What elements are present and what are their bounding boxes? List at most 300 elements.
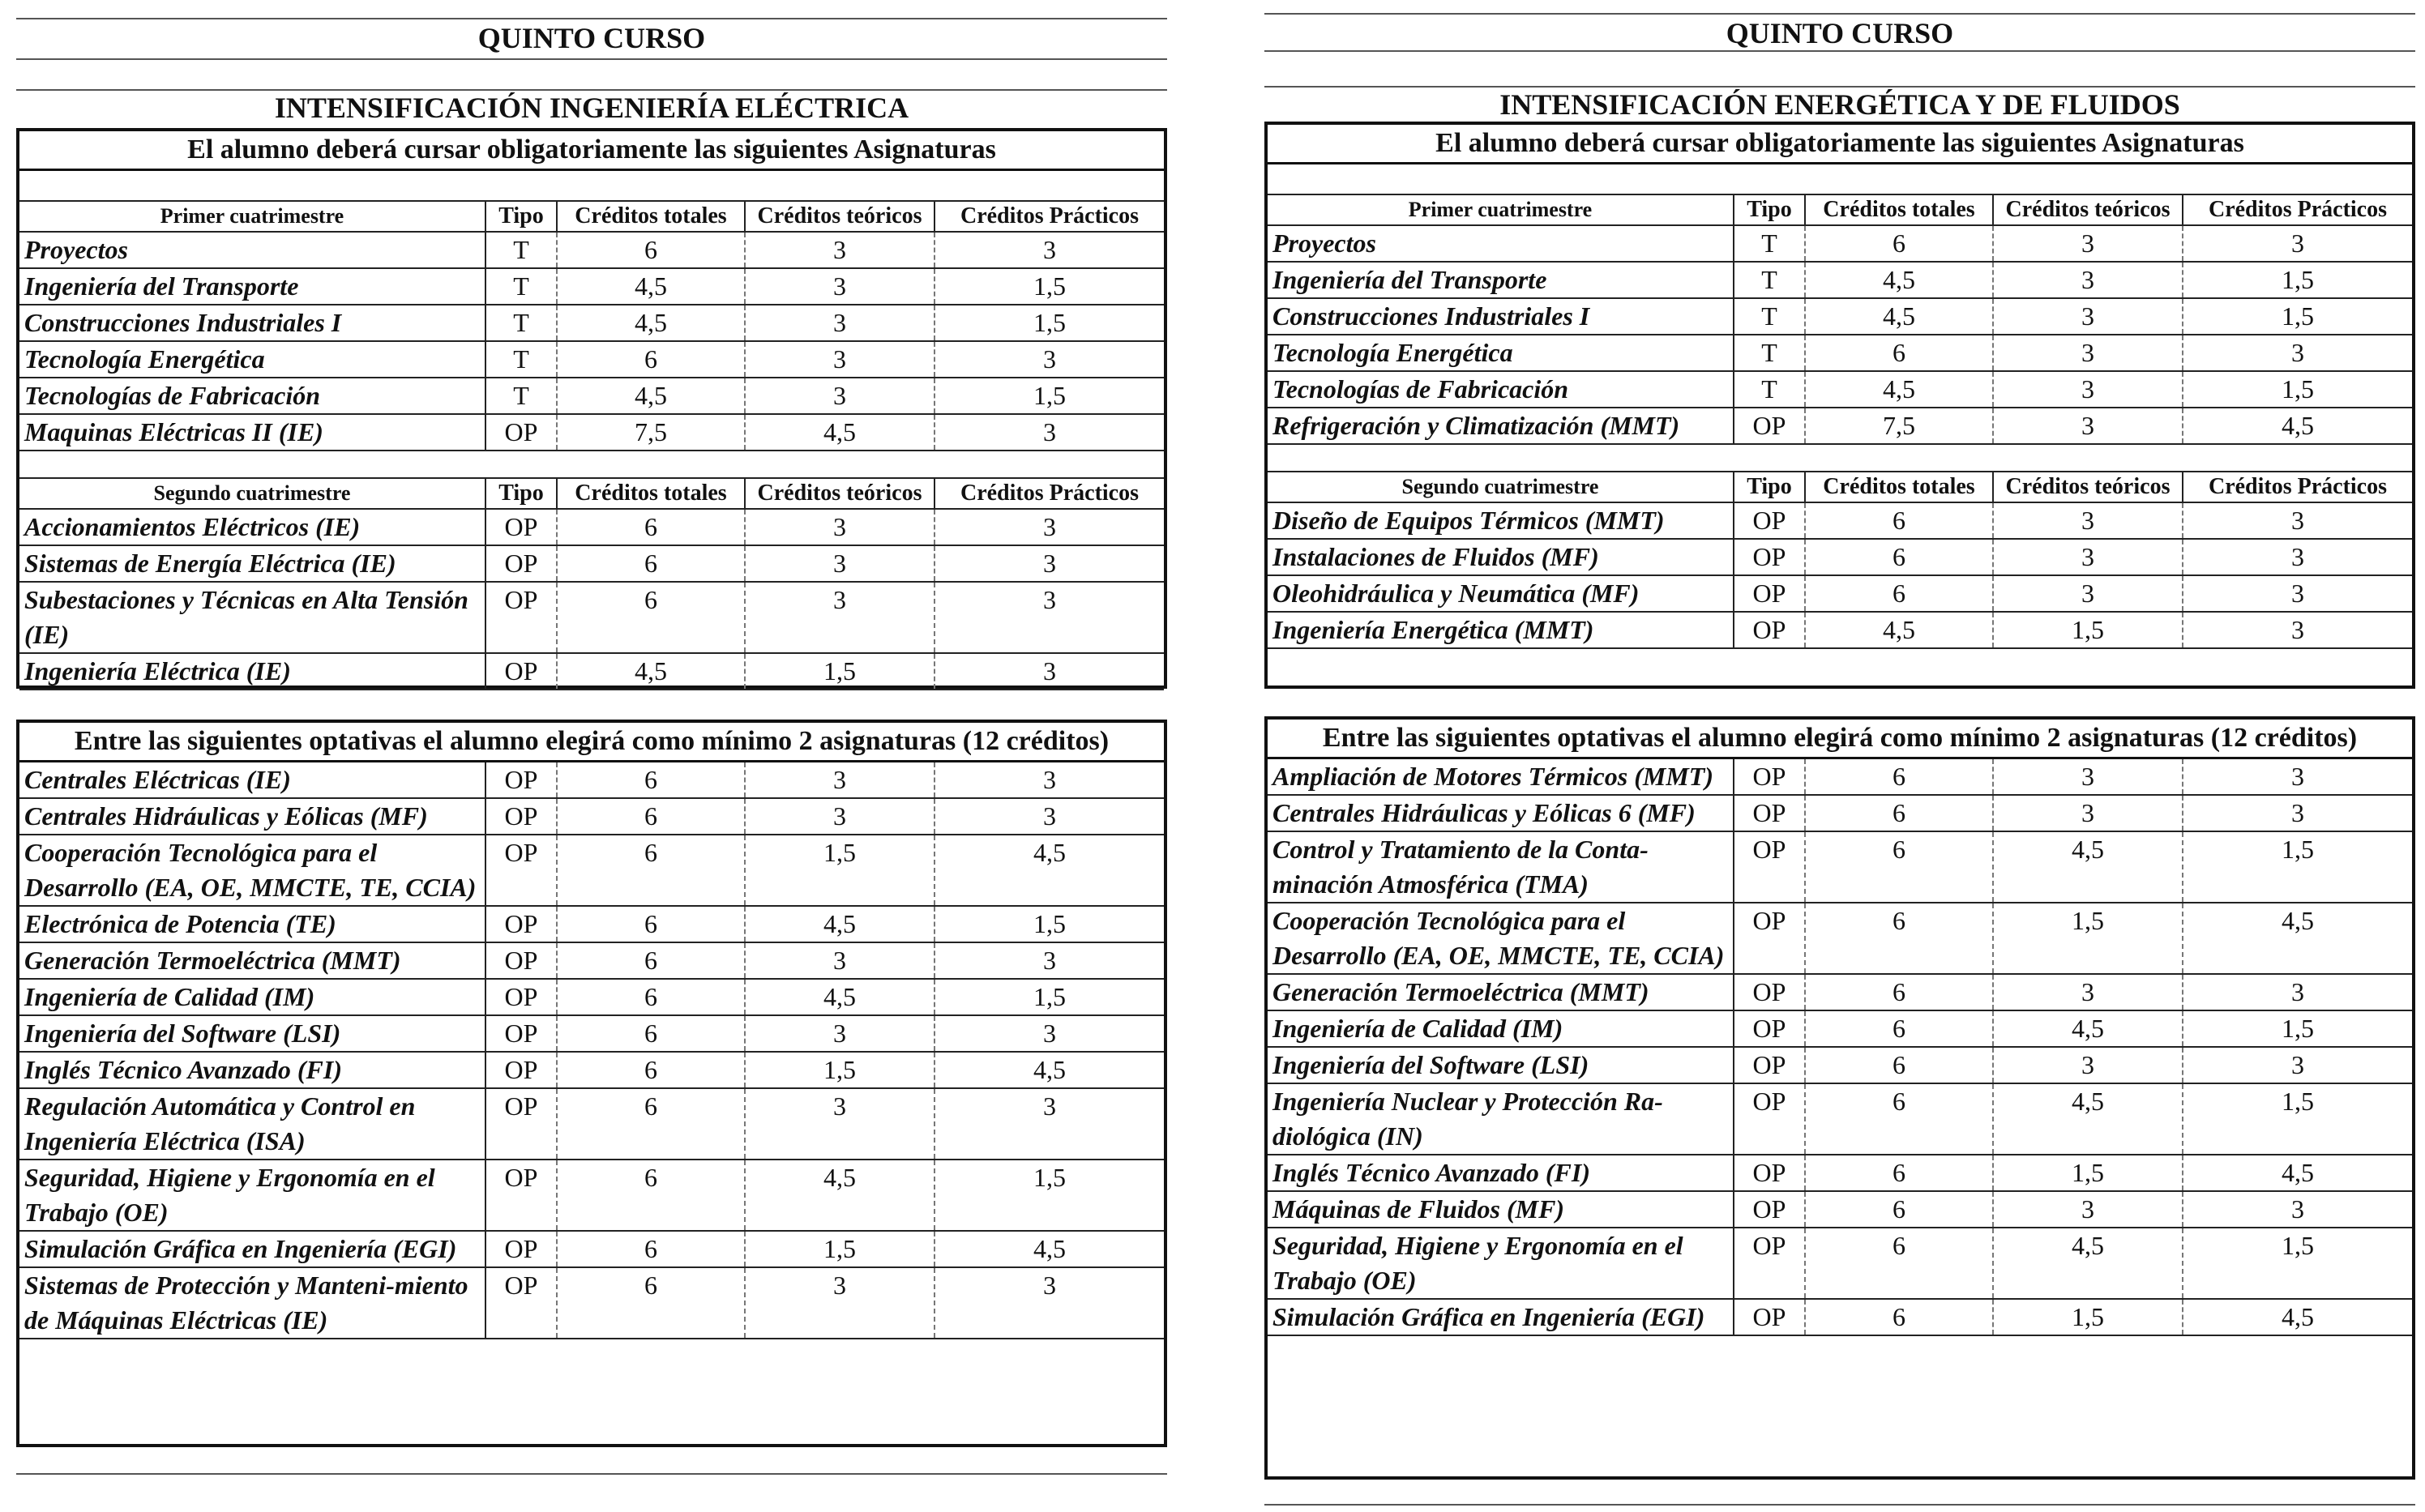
- creditos-practicos-cell: 4,5: [2183, 903, 2412, 974]
- tipo-cell: OP: [1734, 1155, 1805, 1191]
- creditos-teoricos-cell: 1,5: [1993, 903, 2183, 974]
- subject-name: Máquinas de Fluidos (MF): [1268, 1191, 1734, 1228]
- creditos-teoricos-cell: 3: [1993, 408, 2183, 444]
- creditos-practicos-cell: 1,5: [2183, 831, 2412, 903]
- creditos-teoricos-cell: 3: [745, 582, 935, 653]
- creditos-totales-cell: 6: [557, 545, 745, 582]
- tipo-cell: OP: [485, 906, 557, 942]
- subject-name: Ampliación de Motores Térmicos (MMT): [1268, 759, 1734, 795]
- intensification-title: INTENSIFICACIÓN ENERGÉTICA Y DE FLUIDOS: [1499, 88, 2180, 121]
- subject-name: Regulación Automática y Control en Ingeniería Eléctrica (ISA): [19, 1088, 485, 1160]
- first-semester-table: [1268, 195, 2412, 445]
- creditos-totales-cell: 6: [557, 979, 745, 1015]
- creditos-practicos-cell: 1,5: [935, 305, 1164, 341]
- mandatory-banner: El alumno deberá cursar obligatoriamente las siguientes Asignaturas: [1268, 125, 2412, 164]
- creditos-practicos-cell: 1,5: [2183, 1010, 2412, 1047]
- creditos-totales-cell: 6: [1805, 502, 1993, 539]
- subject-name: Simulación Gráfica en Ingeniería (EGI): [19, 1231, 485, 1267]
- creditos-practicos-cell: 1,5: [2183, 1083, 2412, 1155]
- header-semester: Segundo cuatrimestre: [1268, 472, 1734, 502]
- table-row: [19, 232, 1164, 268]
- first-semester-table: [19, 202, 1164, 451]
- tipo-cell: T: [1734, 298, 1805, 335]
- creditos-totales-cell: 4,5: [1805, 612, 1993, 648]
- table-row: [19, 1088, 1164, 1160]
- creditos-teoricos-cell: 3: [1993, 225, 2183, 262]
- optional-table: [1268, 759, 2412, 1336]
- tipo-cell: OP: [485, 942, 557, 979]
- table-row: [1268, 335, 2412, 371]
- tipo-cell: OP: [485, 1231, 557, 1267]
- creditos-practicos-cell: 4,5: [2183, 408, 2412, 444]
- creditos-teoricos-cell: 3: [1993, 335, 2183, 371]
- creditos-practicos-cell: 3: [935, 1088, 1164, 1160]
- creditos-totales-cell: 4,5: [557, 653, 745, 690]
- table-row: [19, 1231, 1164, 1267]
- creditos-teoricos-cell: 1,5: [745, 653, 935, 690]
- creditos-practicos-cell: 3: [935, 232, 1164, 268]
- table-row: [19, 979, 1164, 1015]
- subject-name: Refrigeración y Climatización (MMT): [1268, 408, 1734, 444]
- subject-name: Simulación Gráfica en Ingeniería (EGI): [1268, 1299, 1734, 1335]
- creditos-teoricos-cell: 4,5: [1993, 1228, 2183, 1299]
- spacer: [1268, 164, 2412, 195]
- creditos-totales-cell: 6: [1805, 1047, 1993, 1083]
- table-row: [1268, 759, 2412, 795]
- creditos-practicos-cell: 3: [2183, 1191, 2412, 1228]
- creditos-teoricos-cell: 3: [745, 341, 935, 378]
- creditos-practicos-cell: 3: [2183, 612, 2412, 648]
- creditos-totales-cell: 6: [557, 906, 745, 942]
- creditos-teoricos-cell: 3: [1993, 974, 2183, 1010]
- subject-name: Seguridad, Higiene y Ergonomía en el Trabajo (OE): [1268, 1228, 1734, 1299]
- table-row: [19, 762, 1164, 798]
- creditos-practicos-cell: 4,5: [935, 1231, 1164, 1267]
- creditos-practicos-cell: 3: [935, 1015, 1164, 1052]
- table-row: [1268, 225, 2412, 262]
- creditos-totales-cell: 6: [557, 798, 745, 835]
- table-row: [1268, 298, 2412, 335]
- subject-name: Proyectos: [1268, 225, 1734, 262]
- table-row: [19, 305, 1164, 341]
- creditos-practicos-cell: 4,5: [935, 1052, 1164, 1088]
- creditos-practicos-cell: 1,5: [2183, 262, 2412, 298]
- creditos-teoricos-cell: 3: [745, 1015, 935, 1052]
- subject-name: Ingeniería de Calidad (IM): [19, 979, 485, 1015]
- creditos-teoricos-cell: 1,5: [745, 1231, 935, 1267]
- creditos-totales-cell: 6: [1805, 575, 1993, 612]
- table-row: [1268, 1228, 2412, 1299]
- table-row: [19, 906, 1164, 942]
- table-row: [19, 798, 1164, 835]
- creditos-totales-cell: 6: [557, 1267, 745, 1339]
- tipo-cell: OP: [1734, 612, 1805, 648]
- table-row: [19, 341, 1164, 378]
- creditos-practicos-cell: 3: [935, 414, 1164, 451]
- subject-name: Seguridad, Higiene y Ergonomía en el Trabajo (OE): [19, 1160, 485, 1231]
- creditos-totales-cell: 6: [1805, 335, 1993, 371]
- creditos-practicos-cell: 1,5: [935, 378, 1164, 414]
- creditos-practicos-cell: 1,5: [935, 906, 1164, 942]
- tipo-cell: OP: [485, 1015, 557, 1052]
- header-tipo: Tipo: [485, 202, 557, 232]
- creditos-totales-cell: 6: [557, 1088, 745, 1160]
- optional-banner: Entre las siguientes optativas el alumno elegirá como mínimo 2 asignaturas (12 créditos): [1268, 720, 2412, 759]
- tipo-cell: T: [485, 341, 557, 378]
- creditos-teoricos-cell: 3: [745, 1088, 935, 1160]
- tipo-cell: OP: [485, 653, 557, 690]
- creditos-practicos-cell: 3: [2183, 1047, 2412, 1083]
- subject-name: Instalaciones de Fluidos (MF): [1268, 539, 1734, 575]
- tipo-cell: T: [1734, 335, 1805, 371]
- bottom-rule: [16, 1473, 1167, 1475]
- creditos-teoricos-cell: 4,5: [1993, 831, 2183, 903]
- creditos-totales-cell: 4,5: [1805, 262, 1993, 298]
- second-semester-table: [1268, 472, 2412, 649]
- creditos-totales-cell: 6: [1805, 1083, 1993, 1155]
- subject-name: Centrales Hidráulicas y Eólicas (MF): [19, 798, 485, 835]
- subject-name: Electrónica de Potencia (TE): [19, 906, 485, 942]
- creditos-practicos-cell: 1,5: [935, 1160, 1164, 1231]
- creditos-totales-cell: 6: [557, 1160, 745, 1231]
- subject-name: Construcciones Industriales I: [19, 305, 485, 341]
- title-rule: [16, 58, 1167, 60]
- creditos-teoricos-cell: 3: [1993, 262, 2183, 298]
- table-row: [1268, 831, 2412, 903]
- header-creditos-practicos: Créditos Prácticos: [935, 479, 1164, 509]
- creditos-practicos-cell: 1,5: [2183, 371, 2412, 408]
- tipo-cell: OP: [485, 835, 557, 906]
- table-row: [1268, 903, 2412, 974]
- creditos-practicos-cell: 1,5: [935, 979, 1164, 1015]
- tipo-cell: T: [485, 378, 557, 414]
- header-semester: Primer cuatrimestre: [19, 202, 485, 232]
- table-row: [19, 942, 1164, 979]
- header-creditos-teoricos: Créditos teóricos: [745, 202, 935, 232]
- creditos-teoricos-cell: 3: [745, 305, 935, 341]
- creditos-practicos-cell: 3: [935, 653, 1164, 690]
- tipo-cell: OP: [485, 979, 557, 1015]
- creditos-totales-cell: 6: [1805, 974, 1993, 1010]
- table-row: [19, 545, 1164, 582]
- header-creditos-teoricos: Créditos teóricos: [745, 479, 935, 509]
- tipo-cell: OP: [485, 1160, 557, 1231]
- tipo-cell: OP: [1734, 539, 1805, 575]
- tipo-cell: T: [485, 268, 557, 305]
- subject-name: Inglés Técnico Avanzado (FI): [19, 1052, 485, 1088]
- tipo-cell: OP: [1734, 502, 1805, 539]
- creditos-practicos-cell: 4,5: [2183, 1299, 2412, 1335]
- table-row: [1268, 502, 2412, 539]
- tipo-cell: OP: [1734, 831, 1805, 903]
- creditos-teoricos-cell: 4,5: [1993, 1083, 2183, 1155]
- subject-name: Construcciones Industriales I: [1268, 298, 1734, 335]
- course-title: QUINTO CURSO: [1726, 17, 1954, 49]
- tipo-cell: OP: [1734, 903, 1805, 974]
- creditos-practicos-cell: 3: [935, 582, 1164, 653]
- creditos-practicos-cell: 3: [935, 942, 1164, 979]
- creditos-practicos-cell: 3: [2183, 795, 2412, 831]
- table-row: [1268, 795, 2412, 831]
- tipo-cell: OP: [1734, 795, 1805, 831]
- creditos-teoricos-cell: 3: [745, 509, 935, 545]
- spacer: [1268, 445, 2412, 472]
- creditos-totales-cell: 6: [1805, 1155, 1993, 1191]
- creditos-practicos-cell: 4,5: [935, 835, 1164, 906]
- tipo-cell: OP: [1734, 974, 1805, 1010]
- header-tipo: Tipo: [485, 479, 557, 509]
- tipo-cell: T: [485, 232, 557, 268]
- optional-block: [16, 720, 1167, 1447]
- tipo-cell: OP: [1734, 1299, 1805, 1335]
- creditos-teoricos-cell: 3: [1993, 539, 2183, 575]
- creditos-practicos-cell: 3: [2183, 759, 2412, 795]
- subject-name: Generación Termoeléctrica (MMT): [19, 942, 485, 979]
- tipo-cell: OP: [485, 582, 557, 653]
- creditos-totales-cell: 6: [557, 1015, 745, 1052]
- creditos-practicos-cell: 3: [2183, 539, 2412, 575]
- creditos-totales-cell: 4,5: [1805, 371, 1993, 408]
- creditos-totales-cell: 6: [557, 1052, 745, 1088]
- subject-name: Ingeniería de Calidad (IM): [1268, 1010, 1734, 1047]
- table-row: [1268, 1155, 2412, 1191]
- table-row: [1268, 1299, 2412, 1335]
- course-title: QUINTO CURSO: [477, 22, 706, 54]
- creditos-teoricos-cell: 4,5: [745, 906, 935, 942]
- creditos-teoricos-cell: 3: [1993, 371, 2183, 408]
- creditos-teoricos-cell: 3: [1993, 1191, 2183, 1228]
- creditos-practicos-cell: 1,5: [2183, 1228, 2412, 1299]
- creditos-teoricos-cell: 1,5: [1993, 1155, 2183, 1191]
- creditos-teoricos-cell: 3: [1993, 575, 2183, 612]
- creditos-totales-cell: 6: [1805, 759, 1993, 795]
- creditos-practicos-cell: 3: [2183, 335, 2412, 371]
- subject-name: Centrales Hidráulicas y Eólicas 6 (MF): [1268, 795, 1734, 831]
- creditos-totales-cell: 6: [557, 1231, 745, 1267]
- table-row: [19, 653, 1164, 690]
- creditos-totales-cell: 6: [557, 509, 745, 545]
- table-row: [1268, 371, 2412, 408]
- subject-name: Tecnologías de Fabricación: [19, 378, 485, 414]
- tipo-cell: T: [1734, 371, 1805, 408]
- header-creditos-totales: Créditos totales: [1805, 472, 1993, 502]
- tipo-cell: OP: [1734, 1083, 1805, 1155]
- header-creditos-practicos: Créditos Prácticos: [2183, 472, 2412, 502]
- tipo-cell: OP: [1734, 575, 1805, 612]
- tipo-cell: OP: [485, 1088, 557, 1160]
- creditos-totales-cell: 6: [1805, 1228, 1993, 1299]
- creditos-teoricos-cell: 3: [745, 798, 935, 835]
- creditos-practicos-cell: 3: [2183, 974, 2412, 1010]
- creditos-teoricos-cell: 3: [745, 232, 935, 268]
- creditos-practicos-cell: 4,5: [2183, 1155, 2412, 1191]
- creditos-teoricos-cell: 1,5: [1993, 1299, 2183, 1335]
- subject-name: Tecnología Energética: [19, 341, 485, 378]
- table-row: [1268, 1191, 2412, 1228]
- subject-name: Control y Tratamiento de la Conta-minación Atmosférica (TMA): [1268, 831, 1734, 903]
- creditos-teoricos-cell: 1,5: [1993, 612, 2183, 648]
- creditos-totales-cell: 6: [1805, 795, 1993, 831]
- subject-name: Ingeniería del Transporte: [1268, 262, 1734, 298]
- header-creditos-practicos: Créditos Prácticos: [2183, 195, 2412, 225]
- subject-name: Inglés Técnico Avanzado (FI): [1268, 1155, 1734, 1191]
- creditos-totales-cell: 6: [1805, 225, 1993, 262]
- table-row: [1268, 575, 2412, 612]
- tipo-cell: OP: [485, 798, 557, 835]
- subject-name: Accionamientos Eléctricos (IE): [19, 509, 485, 545]
- creditos-teoricos-cell: 4,5: [745, 1160, 935, 1231]
- creditos-totales-cell: 4,5: [557, 268, 745, 305]
- subject-name: Ingeniería del Transporte: [19, 268, 485, 305]
- table-row: [1268, 1083, 2412, 1155]
- top-rule: [1264, 13, 2415, 15]
- creditos-practicos-cell: 1,5: [2183, 298, 2412, 335]
- subject-name: Ingeniería Eléctrica (IE): [19, 653, 485, 690]
- subject-name: Maquinas Eléctricas II (IE): [19, 414, 485, 451]
- creditos-teoricos-cell: 3: [1993, 502, 2183, 539]
- creditos-teoricos-cell: 3: [1993, 759, 2183, 795]
- header-tipo: Tipo: [1734, 472, 1805, 502]
- creditos-teoricos-cell: 1,5: [745, 835, 935, 906]
- creditos-teoricos-cell: 3: [1993, 795, 2183, 831]
- creditos-practicos-cell: 3: [2183, 575, 2412, 612]
- table-row: [19, 1015, 1164, 1052]
- tipo-cell: OP: [1734, 1047, 1805, 1083]
- table-row: [1268, 539, 2412, 575]
- creditos-totales-cell: 4,5: [1805, 298, 1993, 335]
- subject-name: Tecnología Energética: [1268, 335, 1734, 371]
- subject-name: Ingeniería Nuclear y Protección Ra-diológica (IN): [1268, 1083, 1734, 1155]
- creditos-teoricos-cell: 3: [745, 1267, 935, 1339]
- header-semester: Segundo cuatrimestre: [19, 479, 485, 509]
- creditos-totales-cell: 6: [557, 942, 745, 979]
- subject-name: Ingeniería Energética (MMT): [1268, 612, 1734, 648]
- tipo-cell: OP: [485, 1267, 557, 1339]
- title-rule: [1264, 50, 2415, 52]
- creditos-practicos-cell: 3: [935, 762, 1164, 798]
- creditos-totales-cell: 6: [557, 232, 745, 268]
- mandatory-block: [16, 128, 1167, 689]
- tipo-cell: OP: [485, 414, 557, 451]
- creditos-practicos-cell: 3: [2183, 502, 2412, 539]
- creditos-teoricos-cell: 3: [745, 378, 935, 414]
- creditos-teoricos-cell: 3: [1993, 298, 2183, 335]
- creditos-teoricos-cell: 3: [745, 268, 935, 305]
- creditos-practicos-cell: 3: [935, 798, 1164, 835]
- table-row: [19, 378, 1164, 414]
- creditos-totales-cell: 4,5: [557, 378, 745, 414]
- bottom-rule: [1264, 1504, 2415, 1506]
- table-row: [19, 509, 1164, 545]
- subject-name: Cooperación Tecnológica para el Desarrollo (EA, OE, MMCTE, TE, CCIA): [19, 835, 485, 906]
- creditos-totales-cell: 6: [557, 762, 745, 798]
- tipo-cell: OP: [1734, 1191, 1805, 1228]
- mandatory-block: [1264, 122, 2415, 689]
- creditos-practicos-cell: 3: [935, 341, 1164, 378]
- tipo-cell: OP: [1734, 759, 1805, 795]
- creditos-practicos-cell: 3: [935, 1267, 1164, 1339]
- header-creditos-teoricos: Créditos teóricos: [1993, 472, 2183, 502]
- creditos-teoricos-cell: 3: [745, 762, 935, 798]
- subject-name: Sistemas de Protección y Manteni-miento de Máquinas Eléctricas (IE): [19, 1267, 485, 1339]
- second-semester-table: [19, 479, 1164, 690]
- header-creditos-totales: Créditos totales: [557, 479, 745, 509]
- intensification-title: INTENSIFICACIÓN INGENIERÍA ELÉCTRICA: [274, 92, 909, 124]
- creditos-totales-cell: 6: [1805, 903, 1993, 974]
- subject-name: Proyectos: [19, 232, 485, 268]
- header-creditos-practicos: Créditos Prácticos: [935, 202, 1164, 232]
- optional-block: [1264, 716, 2415, 1480]
- tipo-cell: OP: [1734, 1228, 1805, 1299]
- optional-table: [19, 762, 1164, 1339]
- creditos-teoricos-cell: 3: [1993, 1047, 2183, 1083]
- creditos-practicos-cell: 3: [935, 509, 1164, 545]
- tipo-cell: OP: [485, 762, 557, 798]
- mandatory-banner: El alumno deberá cursar obligatoriamente las siguientes Asignaturas: [19, 131, 1164, 171]
- subject-name: Subestaciones y Técnicas en Alta Tensión (IE): [19, 582, 485, 653]
- creditos-practicos-cell: 3: [935, 545, 1164, 582]
- creditos-totales-cell: 6: [1805, 1299, 1993, 1335]
- header-creditos-teoricos: Créditos teóricos: [1993, 195, 2183, 225]
- tipo-cell: OP: [485, 1052, 557, 1088]
- creditos-teoricos-cell: 4,5: [745, 414, 935, 451]
- header-tipo: Tipo: [1734, 195, 1805, 225]
- creditos-totales-cell: 7,5: [1805, 408, 1993, 444]
- spacer: [19, 451, 1164, 479]
- subject-name: Ingeniería del Software (LSI): [19, 1015, 485, 1052]
- subject-name: Diseño de Equipos Térmicos (MMT): [1268, 502, 1734, 539]
- table-row: [19, 582, 1164, 653]
- creditos-totales-cell: 6: [1805, 1191, 1993, 1228]
- creditos-totales-cell: 6: [557, 341, 745, 378]
- header-creditos-totales: Créditos totales: [1805, 195, 1993, 225]
- creditos-totales-cell: 7,5: [557, 414, 745, 451]
- creditos-totales-cell: 6: [1805, 831, 1993, 903]
- spacer: [19, 171, 1164, 202]
- subject-name: Cooperación Tecnológica para el Desarrollo (EA, OE, MMCTE, TE, CCIA): [1268, 903, 1734, 974]
- creditos-teoricos-cell: 4,5: [745, 979, 935, 1015]
- table-row: [19, 1052, 1164, 1088]
- header-semester: Primer cuatrimestre: [1268, 195, 1734, 225]
- creditos-totales-cell: 6: [1805, 1010, 1993, 1047]
- creditos-practicos-cell: 1,5: [935, 268, 1164, 305]
- subject-name: Sistemas de Energía Eléctrica (IE): [19, 545, 485, 582]
- creditos-teoricos-cell: 3: [745, 545, 935, 582]
- creditos-totales-cell: 6: [1805, 539, 1993, 575]
- table-row: [1268, 408, 2412, 444]
- subject-name: Oleohidráulica y Neumática (MF): [1268, 575, 1734, 612]
- header-creditos-totales: Créditos totales: [557, 202, 745, 232]
- table-row: [1268, 1047, 2412, 1083]
- table-row: [1268, 1010, 2412, 1047]
- creditos-totales-cell: 6: [557, 582, 745, 653]
- subject-name: Ingeniería del Software (LSI): [1268, 1047, 1734, 1083]
- subject-name: Generación Termoeléctrica (MMT): [1268, 974, 1734, 1010]
- table-row: [1268, 612, 2412, 648]
- table-row: [19, 268, 1164, 305]
- tipo-cell: T: [485, 305, 557, 341]
- tipo-cell: OP: [485, 545, 557, 582]
- subject-name: Tecnologías de Fabricación: [1268, 371, 1734, 408]
- tipo-cell: T: [1734, 225, 1805, 262]
- tipo-cell: T: [1734, 262, 1805, 298]
- table-row: [19, 1267, 1164, 1339]
- creditos-teoricos-cell: 1,5: [745, 1052, 935, 1088]
- table-row: [19, 1160, 1164, 1231]
- creditos-totales-cell: 4,5: [557, 305, 745, 341]
- creditos-teoricos-cell: 4,5: [1993, 1010, 2183, 1047]
- creditos-totales-cell: 6: [557, 835, 745, 906]
